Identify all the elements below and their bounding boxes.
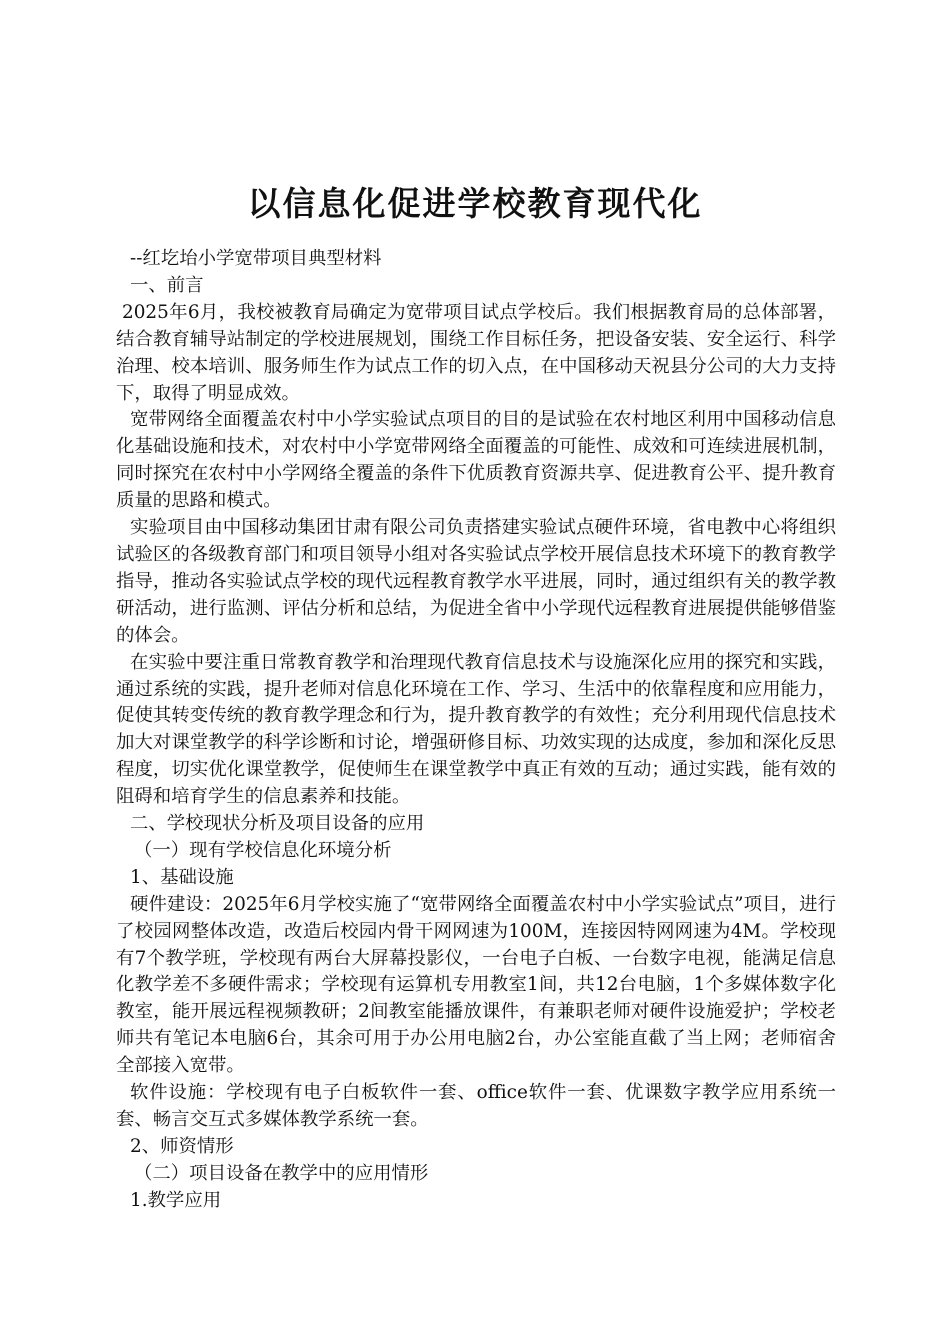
preface-paragraph-4: 在实验中要注重日常教育教学和治理现代教育信息技术与设施深化应用的探究和实践，通过系统的实践，提升老师对信息化环境在工作、学习、生活中的依靠程度和应用能力，促使其转变传统的教育教学理念和行为，提升教育教学的有效性；充分利用现代信息技术加大对课堂教学的科学诊断和讨论，增强研修目标、功效实现的达成度，参加和深化反思程度，切实优化课堂教学，促使师生在课堂教学中真正有效的互动；通过实践，能有效的阻碍和培育学生的信息素养和技能。 bbox=[116, 651, 836, 808]
preface-heading: 一、前言 bbox=[130, 274, 204, 296]
section-2-1-heading: （一）现有学校信息化环境分析 bbox=[134, 839, 392, 861]
document-body bbox=[116, 246, 836, 1215]
preface-paragraph-3: 实验项目由中国移动集团甘肃有限公司负责搭建实验试点硬件环境，省电教中心将组织试验区的各级教育部门和项目领导小组对各实验试点学校开展信息技术环境下的教育教学指导，推动各实验试点学校的现代远程教育教学水平进展，同时，通过组织有关的教学教研活动，进行监测、评估分析和总结，为促进全省中小学现代远程教育进展提供能够借鉴的体会。 bbox=[116, 517, 836, 646]
preface-paragraph-1: 2025年6月，我校被教育局确定为宽带项目试点学校后。我们根据教育局的总体部署，结合教育辅导站制定的学校进展规划，围绕工作目标任务，把设备安装、安全运行、科学治理、校本培训、服务师生作为试点工作的切入点，在中国移动天祝县分公司的大力支持下，取得了明显成效。 bbox=[116, 301, 836, 404]
teaching-application-heading: 1.教学应用 bbox=[130, 1189, 222, 1211]
section-2-heading: 二、学校现状分析及项目设备的应用 bbox=[130, 813, 425, 835]
software-paragraph: 软件设施：学校现有电子白板软件一套、office软件一套、优课数字教学应用系统一套、畅言交互式多媒体教学系统一套。 bbox=[116, 1082, 836, 1130]
document-title: 以信息化促进学校教育现代化 bbox=[247, 184, 703, 223]
subtitle: --红圪坮小学宽带项目典型材料 bbox=[130, 248, 382, 269]
preface-paragraph-2: 宽带网络全面覆盖农村中小学实验试点项目的目的是试验在农村地区利用中国移动信息化基础设施和技术，对农村中小学宽带网络全面覆盖的可能性、成效和可连续进展机制，同时探究在农村中小学网络全覆盖的条件下优质教育资源共享、促进教育公平、提升教育质量的思路和模式。 bbox=[116, 409, 836, 512]
hardware-paragraph: 硬件建设：2025年6月学校实施了“宽带网络全面覆盖农村中小学实验试点”项目，进行了校园网整体改造，改造后校园内骨干网网速为100M，连接因特网网速为4M。学校现有7个教学班，学校现有两台大屏幕投影仪，一台电子白板、一台数字电视，能满足信息化教学差不多硬件需求；学校现有运算机专用教室1间，共12台电脑，1个多媒体数字化教室，能开展远程视频教研；2间教室能播放课件，有兼职老师对硬件设施爱护；学校老师共有笔记本电脑6台，其余可用于办公用电脑2台，办公室能直截了当上网；老师宿舍全部接入宽带。 bbox=[116, 893, 836, 1077]
teachers-heading: 2、师资情形 bbox=[130, 1135, 234, 1157]
infrastructure-heading: 1、基础设施 bbox=[130, 866, 234, 888]
section-2-2-heading: （二）项目设备在教学中的应用情形 bbox=[134, 1162, 429, 1184]
